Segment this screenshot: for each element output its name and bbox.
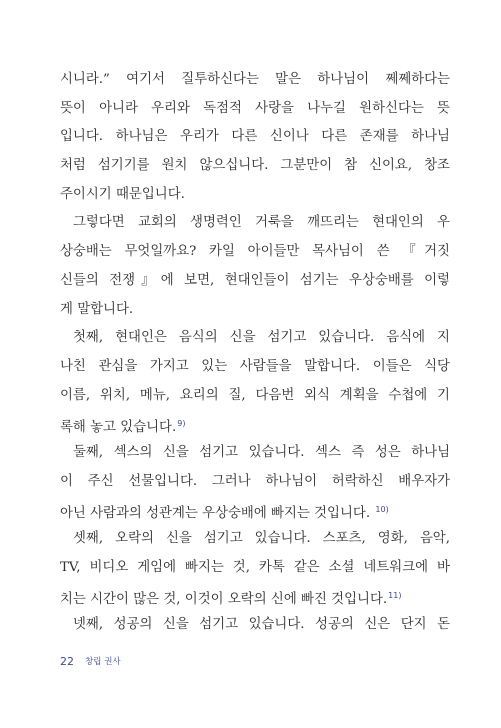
text-line: 게 말합니다. [60,301,134,317]
line-text: 록해 놓고 있습니다. [60,420,177,436]
running-title: 창립 권사 [85,657,121,667]
text-line: 시니라.” 여기서 질투하신다는 말은 하나님이 쩨쩨하다는 [60,72,450,87]
text-line: TV, 비디오 게임에 빠지는 것, 카톡 같은 소셜 네트워크에 바 [60,559,450,575]
text-line: 처럼 섬기기를 원치 않으십니다. 그분만이 참 신이요, 창조 [60,158,450,174]
text-line: 첫째, 현대인은 음식의 신을 섬기고 있습니다. 음식에 지 [73,330,450,346]
text-line-with-footnote [60,582,450,611]
text-line-with-footnote [60,496,450,525]
footnote-marker: 11) [388,591,402,601]
text-line: 넷째, 성공의 신을 섬기고 있습니다. 성공의 신은 단지 돈 [73,617,451,633]
text-line: 입니다. 하나님은 우리가 다른 신이나 다른 존재를 하나님 [60,129,450,145]
footnote-marker: 9) [177,419,186,429]
footnote-marker: 10) [375,505,389,515]
text-line: 상숭배는 무엇일까요? 카일 아이들만 목사님이 쓴 『거짓 [60,244,450,260]
text-line: 주이시기 때문입니다. [60,186,185,202]
page-footer [60,652,121,668]
text-line: 이 주신 선물입니다. 그러나 하나님이 허락하신 배우자가 [60,473,450,489]
line-text: 아닌 사람과의 성관계는 우상숭배에 빠지는 것입니다. [60,506,371,522]
text-line: 셋째, 오락의 신을 섬기고 있습니다. 스포츠, 영화, 음악, [73,531,450,546]
text-line: 둘째, 섹스의 신을 섬기고 있습니다. 섹스 즉 성은 하나님 [73,444,450,460]
text-line: 나친 관심을 가지고 있는 사람들을 말합니다. 이들은 식당 [60,358,450,374]
line-text: 치는 시간이 많은 것, 이것이 오락의 신에 빠진 것입니다. [60,592,388,608]
text-line: 이름, 위치, 메뉴, 요리의 질, 다음번 외식 계획을 수첩에 기 [60,387,450,403]
text-line: 뜻이 아니라 우리와 독점적 사랑을 나누길 원하신다는 뜻 [60,100,450,116]
text-line: 그렇다면 교회의 생명력인 거룩을 깨뜨리는 현대인의 우 [73,215,450,231]
page-number: 22 [60,655,74,668]
text-line-with-footnote [60,410,450,439]
text-line: 신들의 전쟁』에 보면, 현대인들이 섬기는 우상숭배를 이렇 [60,272,450,288]
body-text [60,66,450,640]
